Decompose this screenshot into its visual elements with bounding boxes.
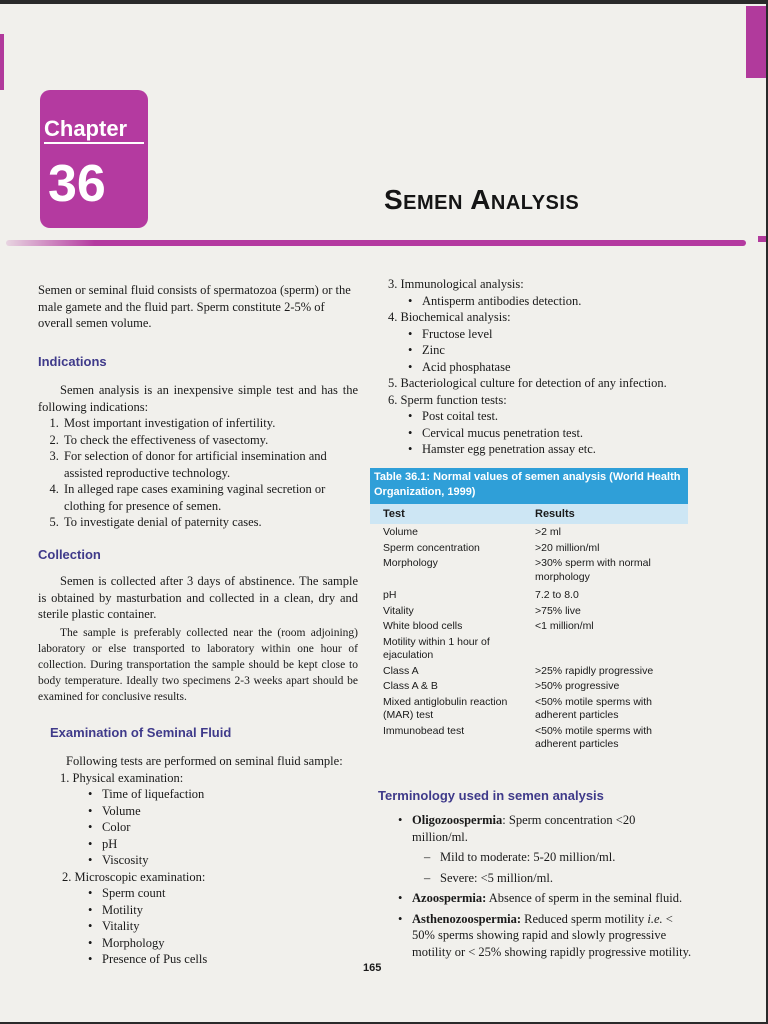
list-item: – Mild to moderate: 5-20 million/ml. [426,849,692,866]
page-edge-tab [746,6,766,78]
collection-paragraph-2: The sample is preferably collected near the (room adjoining) laboratory or else transported to laboratory within one hour of collection. During transportation the sample should be kept close to body temperature. Ideally two specimens 2-3 weeks apart should be examined for conclusive results. [38,626,358,703]
table-row [370,636,688,663]
term-asthenozoospermia: Asthenozoospermia: [412,911,522,926]
physical-exam-list [38,786,358,869]
list-item: • Hamster egg penetration assay etc. [422,441,692,458]
definition-oligozoospermia: : Sperm concentration <20 million/ml. [412,813,636,844]
list-item: • Cervical mucus penetration test. [422,425,692,442]
table-cell-result: <50% motile sperms with adherent particles [535,724,653,750]
table-row [370,605,688,619]
term-oligozoospermia: Oligozoospermia [412,813,503,827]
table-row [370,542,688,556]
table-cell-result: <50% motile sperms with adherent particles [535,695,653,721]
immunological-list [380,293,692,310]
definition-azoospermia: Absence of sperm in the seminal fluid. [486,891,683,905]
table-cell-result: >75% live [535,604,581,617]
list-item: 4. In alleged rape cases examining vaginal secretion or clothing for presence of semen. [62,481,358,514]
collection-paragraph-1: Semen is collected after 3 days of abstinence. The sample is obtained by masturbation and collected in a clean, dry and sterile plastic container. [38,574,358,621]
list-item: 5. To investigate denial of paternity cases. [62,514,358,531]
table-cell-test: Vitality [383,604,414,617]
intro-paragraph: Semen or seminal fluid consists of spermatozoa (sperm) or the male gamete and the fluid part. Sperm constitute 2-5% of overall semen volume. [38,283,351,330]
list-item: • Acid phosphatase [422,359,692,376]
table-cell-test: Morphology [383,557,438,569]
indications-list [38,415,358,531]
table-row [370,526,688,540]
list-item: • Fructose level [422,326,692,343]
normal-values-table [370,468,688,752]
table-cell-result: >50% progressive [535,680,620,692]
definition-asthenozoospermia-part-1: Reduced sperm motility [521,911,648,926]
list-item: • Viscosity [102,852,358,869]
sperm-function-title: 6. Sperm function tests: [388,392,507,407]
list-item: • Antisperm antibodies detection. [422,293,692,310]
immunological-title: 3. Immunological analysis: [388,277,524,291]
table-cell-test: Immunobead test [383,724,465,737]
list-item: • Zinc [422,342,692,359]
list-item [412,812,692,886]
terminology-section [380,812,692,960]
list-item: 2. To check the effectiveness of vasectomy. [62,432,358,449]
list-item: • Sperm count [102,885,358,902]
list-item: • Post coital test. [422,408,692,425]
table-row [370,589,688,603]
column-header-test: Test [383,508,405,520]
table-cell-test: Class A [383,664,419,677]
list-item: • pH [102,836,358,853]
list-item [412,890,692,907]
terminology-heading: Terminology used in semen analysis [378,788,604,803]
table-cell-test: White blood cells [383,620,463,632]
page-edge-mark [0,34,4,90]
collection-heading: Collection [38,546,101,562]
abbreviation-ie: i.e. [647,911,663,926]
microscopic-exam-list [38,885,358,968]
table-cell-result: 7.2 to 8.0 [535,589,579,601]
table-row [370,680,688,694]
column-header-results: Results [535,508,575,520]
table-cell-test: Motility within 1 hour of ejaculation [383,635,490,661]
table-cell-test: pH [383,589,397,601]
page-edge-mark-right [758,236,766,242]
table-cell-test: Class A & B [383,680,438,692]
list-item: • Morphology [102,935,358,952]
physical-exam-title: 1. Physical examination: [60,770,184,785]
indications-lead: Semen analysis is an inexpensive simple test and has the following indications: [38,383,358,414]
list-item: • Motility [102,902,358,919]
list-item: 1. Most important investigation of infertility. [62,415,358,432]
list-item: • Volume [102,803,358,820]
terminology-list [380,812,692,960]
oligozoospermia-subtypes [412,849,692,886]
table-row [370,696,688,723]
chapter-badge-divider [44,142,144,144]
table-row [370,620,688,634]
chapter-label: Chapter [44,116,128,141]
table-cell-test: Mixed antiglobulin reaction (MAR) test [383,695,508,721]
list-item: • Vitality [102,918,358,935]
list-item: 3. For selection of donor for artificial insemination and assisted reproductive technology. [62,448,358,481]
bacteriological-item: 5. Bacteriological culture for detection of any infection. [388,376,667,390]
table-cell-test: Volume [383,526,419,538]
list-item: • Time of liquefaction [102,786,358,803]
list-item: • Presence of Pus cells [102,951,358,968]
table-cell-result: >20 million/ml [535,541,600,554]
list-item: – Severe: <5 million/ml. [426,870,692,887]
chapter-title: Semen Analysis [384,184,580,215]
right-column [380,276,692,458]
table-cell-result: >25% rapidly progressive [535,664,654,677]
table-cell-result: >2 ml [535,526,561,538]
book-page [0,4,766,1022]
table-caption: Table 36.1: Normal values of semen analysis (World Health Organization, 1999) [370,468,688,504]
microscopic-exam-title: 2. Microscopic examination: [62,869,206,884]
table-cell-result: >30% sperm with normal morphology [535,557,651,583]
left-column [38,282,358,968]
table-cell-test: Sperm concentration [383,541,480,554]
list-item [412,911,692,961]
table-cell-result: <1 million/ml [535,620,594,632]
title-rule [6,240,746,246]
table-row [370,557,688,584]
table-cell-result [535,636,685,663]
biochemical-title: 4. Biochemical analysis: [388,310,511,324]
table-header-row [370,504,688,524]
definition-asthenozoospermia-part-2: < 50% sperms showing rapid and slowly progressive motility or < 25% showing rapidly progressive motility. [412,911,692,959]
examination-lead: Following tests are performed on seminal fluid sample: [66,754,343,768]
table-row [370,665,688,679]
page-number: 165 [363,962,382,974]
indications-heading: Indications [38,353,107,369]
sperm-function-list [380,408,692,458]
list-item: • Color [102,819,358,836]
chapter-number: 36 [48,155,106,213]
table-row [370,725,688,752]
examination-heading: Examination of Seminal Fluid [50,724,232,740]
biochemical-list [380,326,692,376]
term-azoospermia: Azoospermia: [412,891,487,905]
